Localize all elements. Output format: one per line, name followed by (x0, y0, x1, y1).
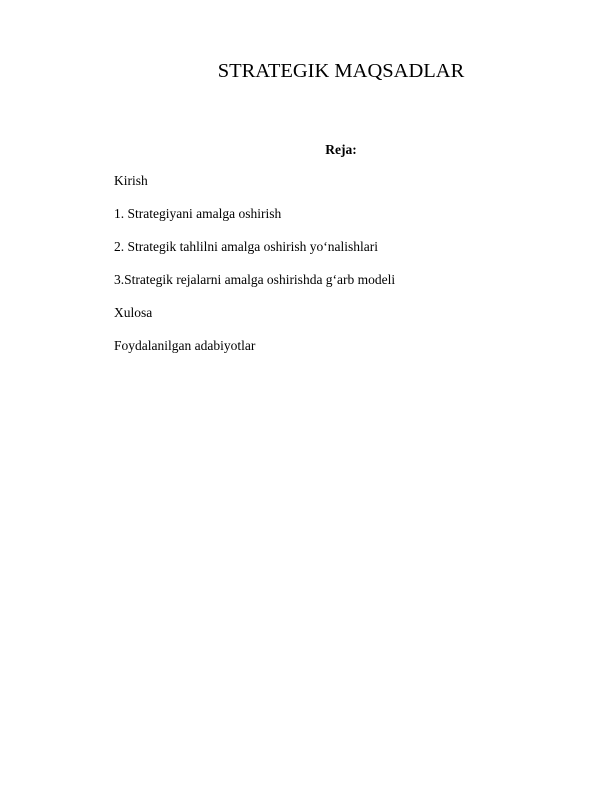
plan-item-2: 2. Strategik tahlilni amalga oshirish yo‘nalishlari (114, 239, 378, 254)
plan-item-introduction: Kirish (114, 173, 148, 188)
plan-item-1: 1. Strategiyani amalga oshirish (114, 206, 282, 221)
plan-item-conclusion: Xulosa (114, 305, 153, 320)
plan-item-references: Foydalanilgan adabiyotlar (114, 338, 256, 353)
plan-item-3: 3.Strategik rejalarni amalga oshirishda g‘arb modeli (114, 272, 396, 287)
document-title: STRATEGIK MAQSADLAR (217, 60, 465, 82)
plan-heading: Reja: (325, 142, 357, 157)
plan-list (114, 172, 395, 370)
